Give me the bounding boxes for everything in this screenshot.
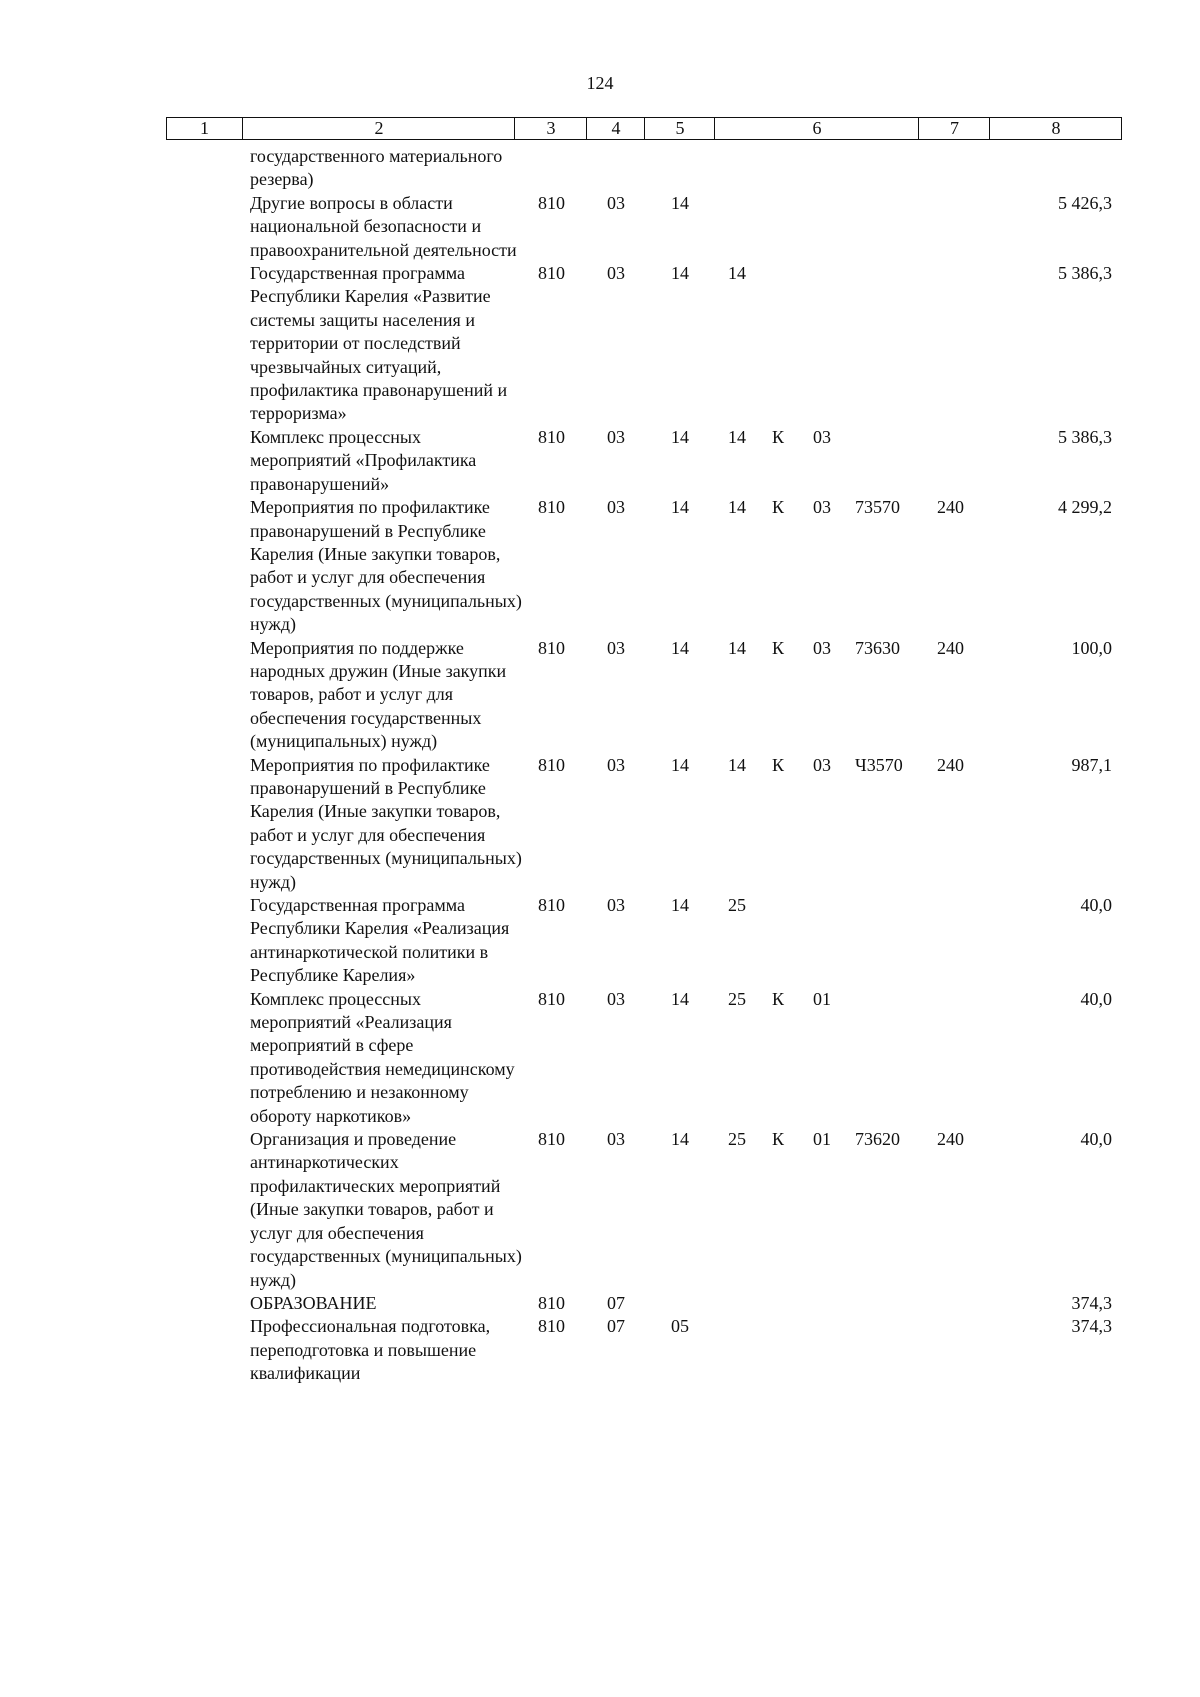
col-8-amount-cell: 374,3 (1071, 1316, 1112, 1337)
col-3-cell: 810 (538, 988, 565, 1009)
col-7-cell: 240 (937, 497, 964, 518)
header-cell-1: 1 (200, 118, 209, 138)
col-8-amount-cell: 4 299,2 (1058, 497, 1112, 518)
col-6-program-cell: 25 (728, 1129, 746, 1150)
col-3-cell: 810 (538, 895, 565, 915)
row-name-cell: Мероприятия по поддержке народных дружин (Иные закупки товаров, работ и услуг для обеспечения государственных (муниципальных) нужд) (250, 637, 507, 752)
col-5-cell: 14 (671, 192, 689, 213)
row-name-cell: Мероприятия по профилактике правонарушений в Республике Карелия (Иные закупки товаров, работ и услуг для обеспечения государственных (муниципальных) нужд) (250, 497, 522, 635)
col-5-cell: 14 (671, 1129, 689, 1150)
col-4-cell: 03 (607, 988, 625, 1009)
row-name-cell: Государственная программа Республики Карелия «Развитие системы защиты населения и территории от последствий чрезвычайных ситуаций, профилактика правонарушений и терроризма» (250, 263, 508, 424)
col-6-letter-cell: К (772, 754, 785, 775)
col-4-cell: 03 (607, 637, 625, 658)
col-3-cell: 810 (538, 1129, 565, 1150)
row-name-cell: Мероприятия по профилактике правонарушений в Республике Карелия (Иные закупки товаров, работ и услуг для обеспечения государственных (муниципальных) нужд) (250, 754, 522, 892)
col-4-cell: 07 (607, 1316, 625, 1337)
col-4-cell: 03 (607, 1129, 625, 1150)
col-6-letter-cell: К (772, 988, 785, 1009)
table-body (0, 145, 1200, 1386)
col-4-cell: 03 (607, 497, 625, 518)
col-3-cell: 810 (538, 1316, 565, 1337)
col-6-subprogram-cell: 01 (813, 1129, 831, 1150)
table-row (0, 496, 1200, 636)
col-6-program-cell: 14 (728, 497, 746, 518)
row-name-cell: Государственная программа Республики Карелия «Реализация антинаркотической политики в Республике Карелия» (250, 895, 510, 986)
col-8-amount-cell: 5 426,3 (1058, 192, 1112, 213)
col-6-letter-cell: К (772, 637, 785, 658)
header-cell-4: 4 (586, 118, 645, 139)
col-6-code-cell: 73570 (855, 497, 900, 518)
header-cell-2: 2 (242, 118, 515, 139)
row-name-cell: Другие вопросы в области национальной безопасности и правоохранительной деятельности (250, 192, 517, 260)
row-name-cell: государственного материального резерва) (250, 146, 503, 190)
table-row (0, 1315, 1200, 1385)
header-cell-6: 6 (714, 118, 919, 139)
table-row (0, 192, 1200, 262)
header-cell-5: 5 (644, 118, 715, 139)
col-6-program-cell: 25 (728, 988, 746, 1009)
col-6-code-cell: 73620 (855, 1129, 900, 1150)
table-row (0, 1128, 1200, 1292)
col-8-amount-cell: 374,3 (1071, 1292, 1112, 1313)
col-6-program-cell: 14 (728, 426, 746, 447)
col-8-amount-cell: 5 386,3 (1058, 263, 1112, 284)
table-row (0, 754, 1200, 894)
col-4-cell: 03 (607, 263, 625, 284)
col-8-amount-cell: 40,0 (1080, 1129, 1112, 1150)
col-5-cell: 14 (671, 637, 689, 658)
col-6-program-cell: 14 (728, 754, 746, 775)
col-3-cell: 810 (538, 754, 565, 775)
col-3-cell: 810 (538, 192, 565, 213)
col-5-cell: 05 (671, 1316, 689, 1337)
col-6-program-cell: 25 (728, 895, 746, 915)
col-4-cell: 03 (607, 426, 625, 447)
row-name-cell: Комплекс процессных мероприятий «Реализация мероприятий в сфере противодействия немедицинскому потреблению и незаконному обороту наркотиков» (250, 988, 515, 1126)
col-4-cell: 03 (607, 895, 625, 915)
col-8-amount-cell: 987,1 (1071, 754, 1112, 775)
col-8-amount-cell: 40,0 (1080, 895, 1112, 915)
col-8-amount-cell: 100,0 (1071, 637, 1112, 658)
col-3-cell: 810 (538, 497, 565, 518)
col-4-cell: 07 (607, 1292, 625, 1313)
row-name-cell: Профессиональная подготовка, переподготовка и повышение квалификации (250, 1316, 491, 1384)
col-6-subprogram-cell: 03 (813, 497, 831, 518)
col-6-program-cell: 14 (728, 263, 746, 284)
col-7-cell: 240 (937, 1129, 964, 1150)
header-cell-8: 8 (989, 118, 1122, 139)
table-row (0, 637, 1200, 754)
col-3-cell: 810 (538, 426, 565, 447)
col-7-cell: 240 (937, 637, 964, 658)
col-6-letter-cell: К (772, 1129, 785, 1150)
table-row (0, 262, 1200, 426)
col-3-cell: 810 (538, 1292, 565, 1313)
row-name-cell: Комплекс процессных мероприятий «Профилактика правонарушений» (250, 426, 477, 494)
row-name-cell: ОБРАЗОВАНИЕ (250, 1292, 377, 1313)
table-row (0, 145, 1200, 192)
col-3-cell: 810 (538, 263, 565, 284)
col-7-cell: 240 (937, 754, 964, 775)
col-6-letter-cell: К (772, 426, 785, 447)
header-cell-3: 3 (514, 118, 587, 139)
col-6-code-cell: Ч3570 (855, 754, 903, 775)
col-3-cell: 810 (538, 637, 565, 658)
col-6-program-cell: 14 (728, 637, 746, 658)
table-row (0, 426, 1200, 496)
page-number: 124 (586, 73, 614, 93)
col-5-cell: 14 (671, 988, 689, 1009)
col-5-cell: 14 (671, 497, 689, 518)
col-5-cell: 14 (671, 895, 689, 915)
col-4-cell: 03 (607, 754, 625, 775)
col-8-amount-cell: 40,0 (1080, 988, 1112, 1009)
col-6-subprogram-cell: 03 (813, 637, 831, 658)
row-name-cell: Организация и проведение антинаркотических профилактических мероприятий (Иные закупки товаров, работ и услуг для обеспечения государственных (муниципальных) нужд) (250, 1129, 522, 1290)
col-5-cell: 14 (671, 754, 689, 775)
col-6-code-cell: 73630 (855, 637, 900, 658)
col-5-cell: 14 (671, 426, 689, 447)
col-5-cell: 14 (671, 263, 689, 284)
table-row (0, 988, 1200, 1128)
table-row (0, 894, 1200, 988)
col-6-subprogram-cell: 03 (813, 754, 831, 775)
col-6-subprogram-cell: 03 (813, 426, 831, 447)
header-cell-7: 7 (918, 118, 990, 139)
table-header-row (166, 117, 1122, 140)
col-6-subprogram-cell: 01 (813, 988, 831, 1009)
table-row (0, 1292, 1200, 1315)
col-4-cell: 03 (607, 192, 625, 213)
col-8-amount-cell: 5 386,3 (1058, 426, 1112, 447)
col-6-letter-cell: К (772, 497, 785, 518)
